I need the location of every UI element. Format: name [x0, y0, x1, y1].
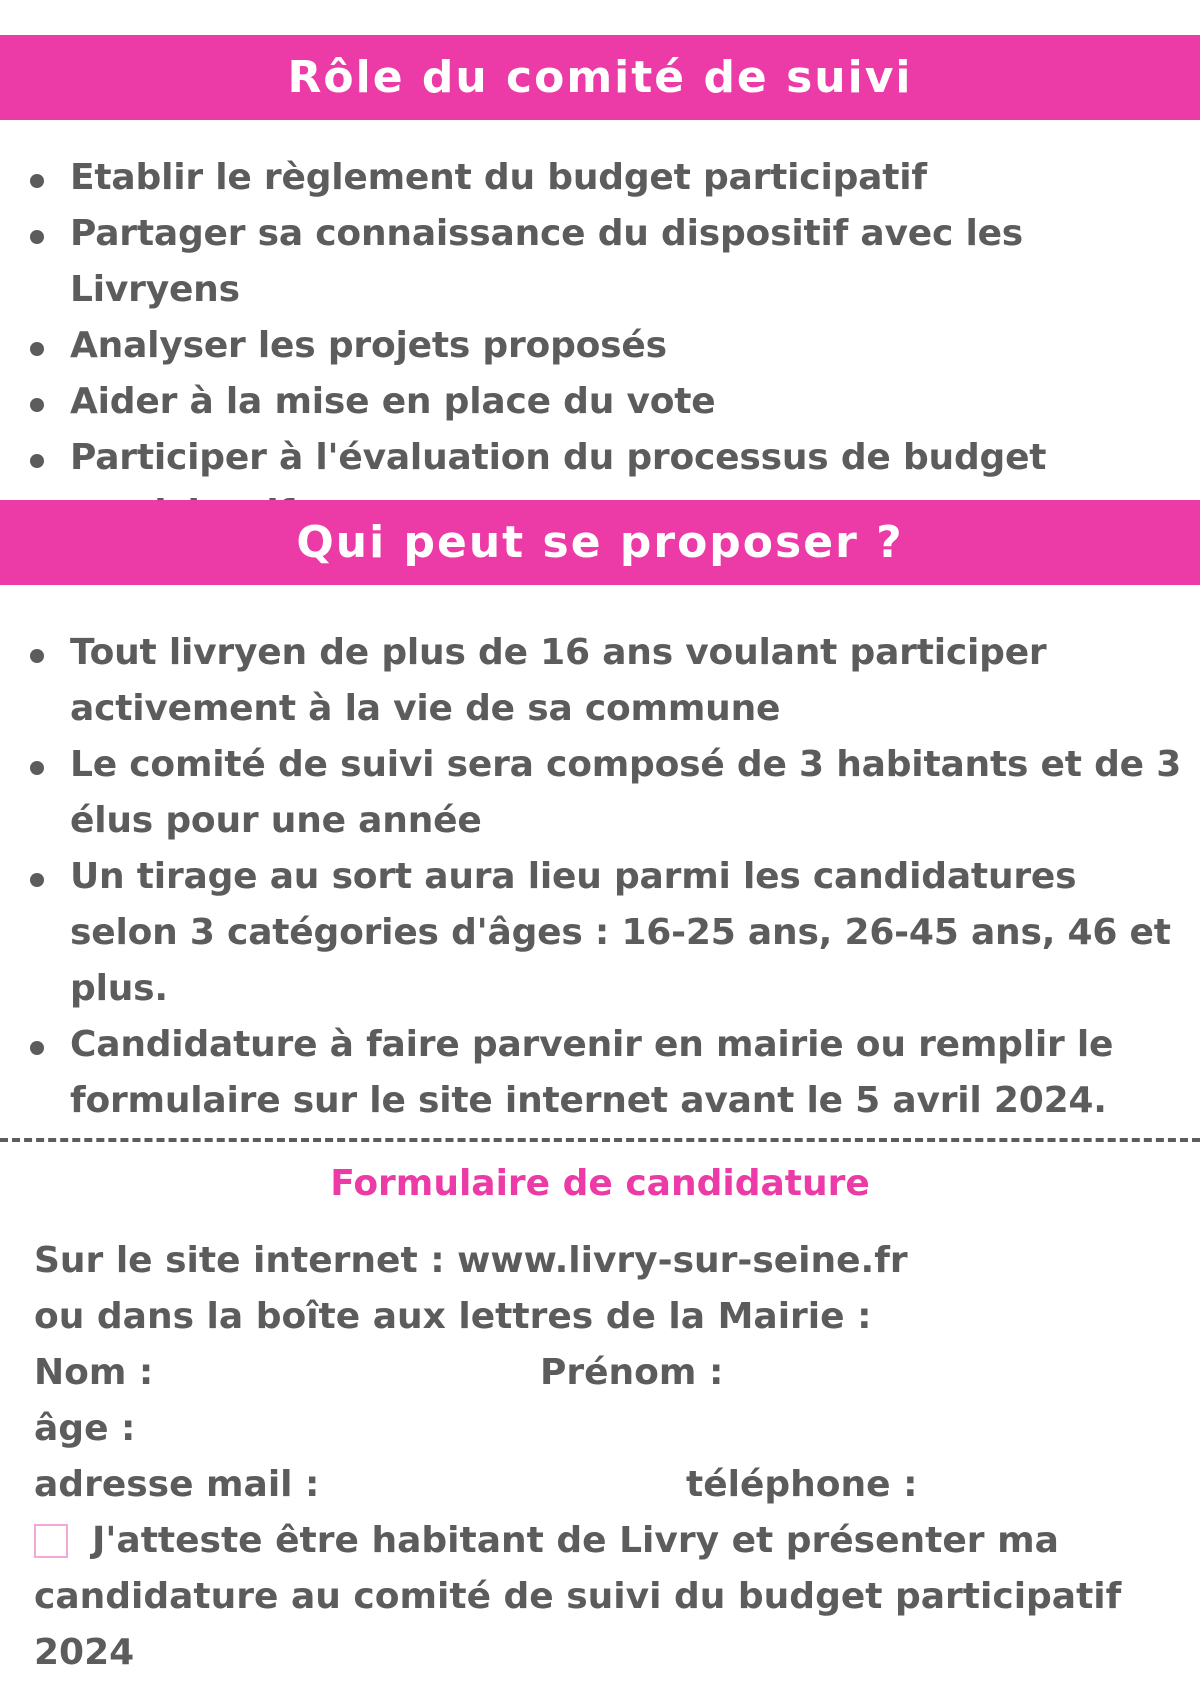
list-item: Candidature à faire parvenir en mairie ou remplir le formulaire sur le site internet avant le 5 avril 2024.: [0, 1017, 1195, 1129]
prenom-field-label[interactable]: Prénom :: [540, 1352, 724, 1393]
cut-line-divider: [0, 1138, 1200, 1142]
section-qui-title: Qui peut se proposer ?: [296, 517, 904, 568]
list-item: Analyser les projets proposés: [0, 318, 1195, 374]
list-item: Etablir le règlement du budget participatif: [0, 150, 1195, 206]
list-item: Partager sa connaissance du dispositif avec les Livryens: [0, 206, 1195, 318]
section-role-title: Rôle du comité de suivi: [287, 52, 913, 103]
section-qui-banner: [0, 500, 1200, 585]
form-site-line: Sur le site internet : www.livry-sur-seine.fr: [34, 1240, 908, 1281]
attestation: [34, 1513, 1164, 1681]
nom-field-label[interactable]: Nom :: [34, 1352, 154, 1393]
form-boite-line: ou dans la boîte aux lettres de la Mairie :: [34, 1296, 872, 1337]
telephone-field-label[interactable]: téléphone :: [686, 1464, 918, 1505]
list-item: Un tirage au sort aura lieu parmi les candidatures selon 3 catégories d'âges : 16-25 ans, 26-45 ans, 46 et plus.: [0, 849, 1195, 1017]
role-list: [0, 150, 1195, 542]
list-item: Tout livryen de plus de 16 ans voulant participer activement à la vie de sa commune: [0, 625, 1195, 737]
attest-checkbox[interactable]: [34, 1524, 68, 1558]
section-role-banner: [0, 35, 1200, 120]
form-title: Formulaire de candidature: [330, 1163, 870, 1204]
attest-text: J'atteste être habitant de Livry et présenter ma candidature au comité de suivi du budget participatif 2024: [34, 1520, 1122, 1673]
list-item: Le comité de suivi sera composé de 3 habitants et de 3 élus pour une année: [0, 737, 1195, 849]
list-item: Participer à l'évaluation du processus de budget: [0, 430, 1195, 542]
qui-list: [0, 625, 1195, 1129]
list-item: Aider à la mise en place du vote: [0, 374, 1195, 430]
age-field-label[interactable]: âge :: [34, 1408, 136, 1449]
mail-field-label[interactable]: adresse mail :: [34, 1464, 320, 1505]
